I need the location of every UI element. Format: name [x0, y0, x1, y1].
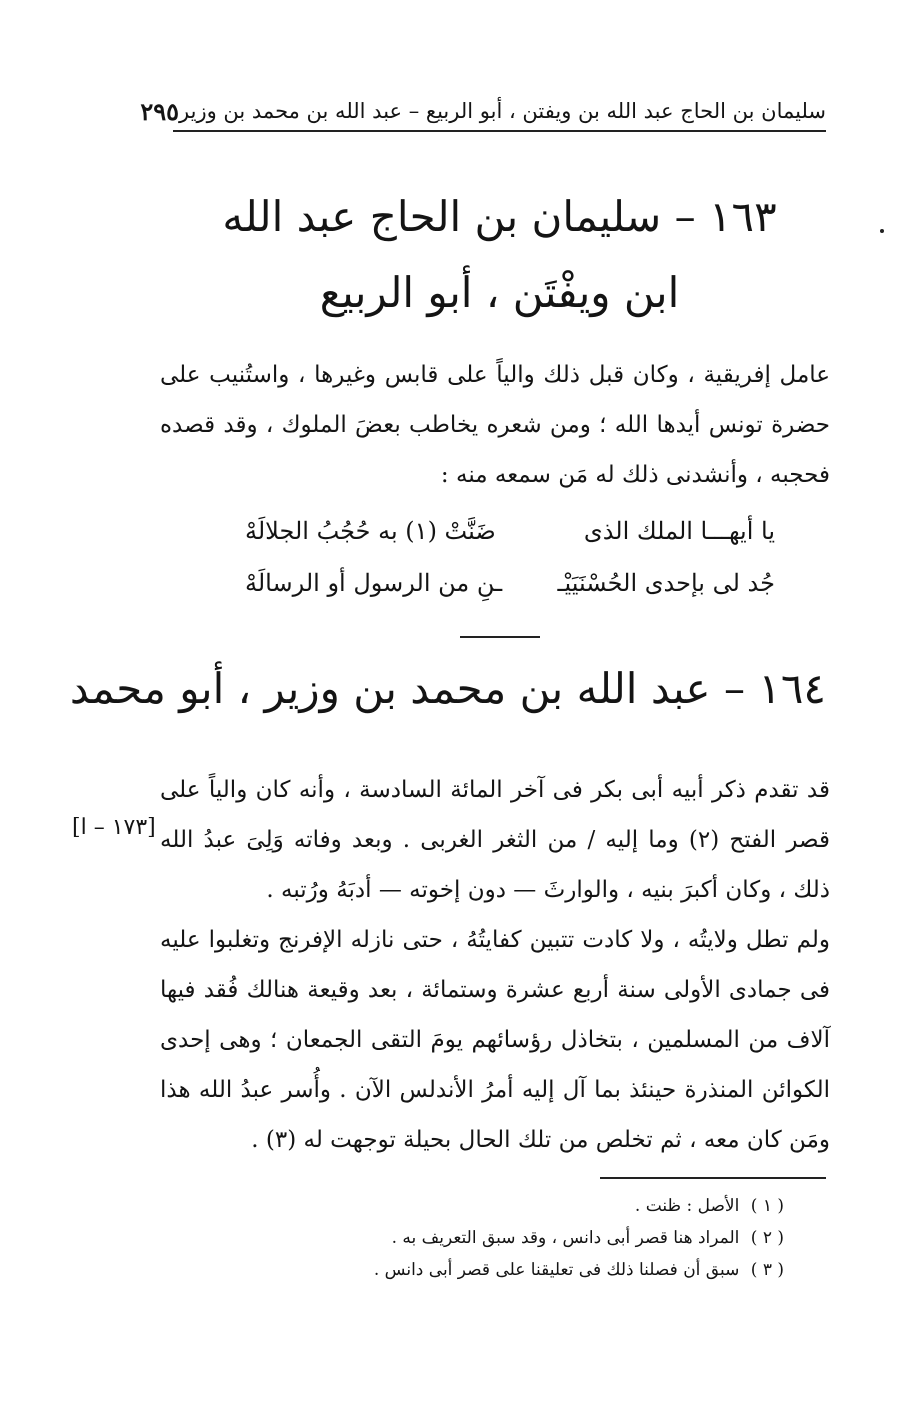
manuscript-page-reference: [١٧٣ – ا] — [72, 815, 156, 840]
footnote-2 — [300, 1222, 784, 1254]
footnotes — [300, 1190, 784, 1286]
footnote-3 — [300, 1254, 784, 1286]
margin-mark — [880, 229, 884, 233]
entry-164-paragraph-2: ولم تطل ولايتُه ، ولا كادت تتبين كفايتُهُ ، حتى نازله الإفرنج وتغلبوا عليه فى جمادى الأولى سنة أربع عشرة وستمائة ، بعد وقيعة هنالك فُقد فيها آلاف من المسلمين ، بتخاذل رؤسائهم يومَ التقى الجمعان ؛ وهى إحدى الكوائن المنذرة حينئذ بما آل إليه أمرُ الأندلس الآن . وأُسر عبدُ الله هذا ومَن كان معه ، ثم تخلص من تلك الحال بحيلة توجهت له (٣) . — [160, 927, 830, 1153]
entry-163-title-line1: ١٦٣ – سليمان بن الحاج عبد الله — [222, 192, 777, 241]
footnote-separator — [600, 1177, 826, 1179]
poem-verse-1 — [245, 505, 775, 557]
footnote-2-number: ( ٢ ) — [750, 1228, 784, 1248]
verse-1-second-hemistich: ضَنَّتْ (١) به حُجُبُ الجلالَهْ — [245, 517, 496, 545]
footnote-1-text: الأصل : ظنت . — [634, 1196, 740, 1216]
entry-163-title-line2: ابن ويفْتَن ، أبو الربيع — [319, 268, 680, 317]
poem — [245, 505, 775, 609]
verse-2-second-hemistich: ـنِ من الرسول أو الرسالَهْ — [245, 569, 503, 597]
running-title: سليمان بن الحاج عبد الله بن ويفتن ، أبو الربيع – عبد الله بن محمد بن وزير — [179, 99, 826, 123]
poem-verse-2 — [245, 557, 775, 609]
footnote-1-number: ( ١ ) — [750, 1196, 784, 1216]
entry-164-title: ١٦٤ – عبد الله بن محمد بن وزير ، أبو محمد — [69, 664, 826, 713]
footnote-3-number: ( ٣ ) — [750, 1260, 784, 1280]
entry-163-paragraph: عامل إفريقية ، وكان قبل ذلك والياً على قابس وغيرها ، واستُنيب على حضرة تونس أيدها الله ؛ ومن شعره يخاطب بعضَ الملوك ، وقد قصده فحجبه ، وأنشدنى ذلك له مَن سمعه منه : — [160, 362, 830, 488]
verse-2-first-hemistich: جُد لى بإحدى الحُسْنَيَيْـ — [557, 569, 775, 597]
section-divider — [460, 636, 540, 638]
entry-164-paragraph-1: قد تقدم ذكر أبيه أبى بكر فى آخر المائة السادسة ، وأنه كان والياً على قصر الفتح (٢) وما إليه / من الثغر الغربى . وبعد وفاته وَلِىَ عبدُ الله ذلك ، وكان أكبرَ بنيه ، والوارثَ — دون إخوته — أدبَهُ ورُتبه . — [160, 777, 830, 903]
running-header — [140, 92, 826, 132]
footnote-2-text: المراد هنا قصر أبى دانس ، وقد سبق التعريف به . — [391, 1228, 740, 1248]
footnote-3-text: سبق أن فصلنا ذلك فى تعليقنا على قصر أبى دانس . — [373, 1260, 740, 1280]
page-number: ٢٩٥ — [140, 96, 180, 126]
footnote-1 — [300, 1190, 784, 1222]
verse-1-first-hemistich: يا أيهـــا الملك الذى — [583, 517, 775, 545]
